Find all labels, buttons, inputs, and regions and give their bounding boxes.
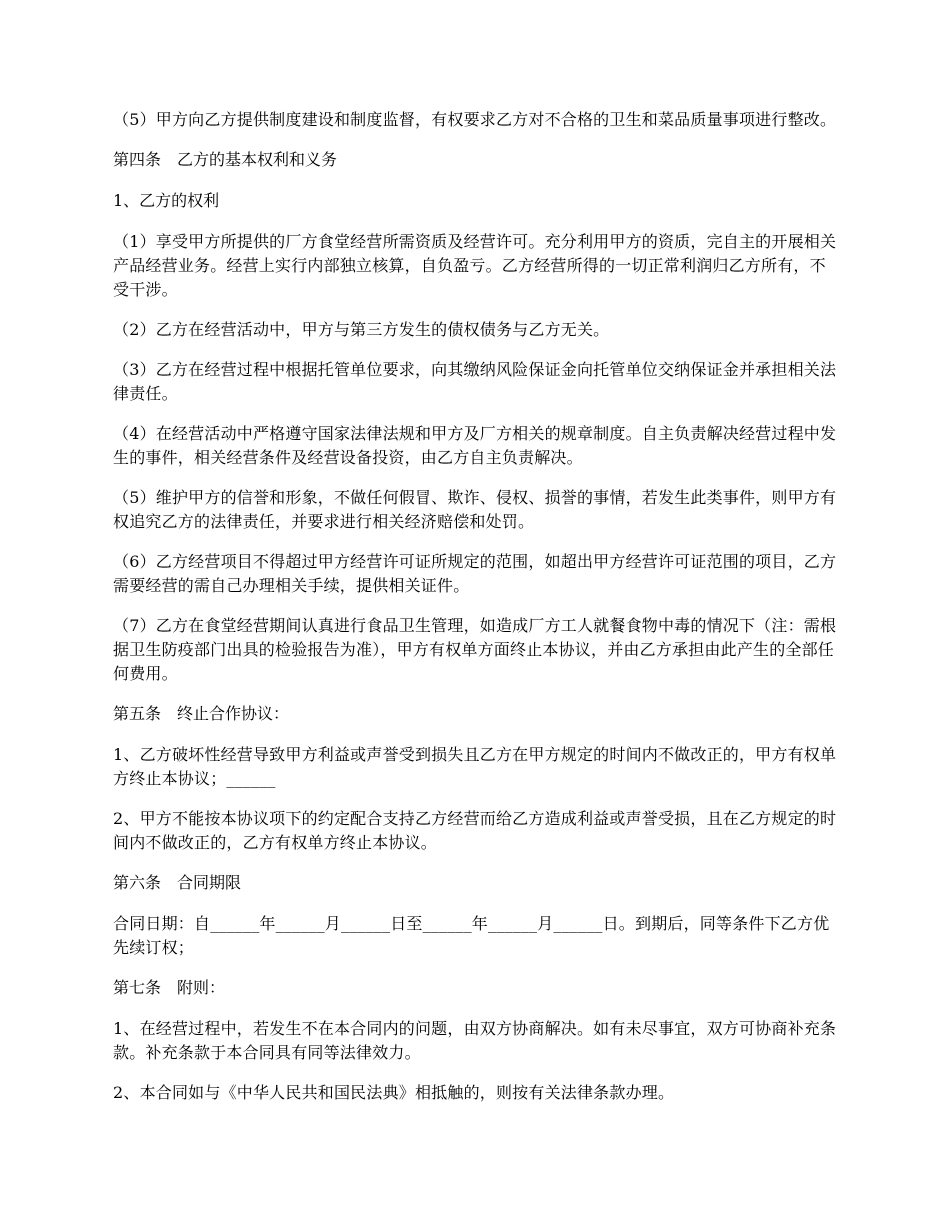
article-heading: 第四条 乙方的基本权利和义务 [113,150,338,169]
clause-paragraph: （1）享受甲方所提供的厂方食堂经营所需资质及经营许可。充分利用甲方的资质，完自主的开展相关产品经营业务。经营上实行内部独立核算，自负盈亏。乙方经营所得的一切正常利润归乙方所有，不受干涉。 [113,232,837,299]
clause-paragraph: （6）乙方经营项目不得超过甲方经营许可证所规定的范围，如超出甲方经营许可证范围的项目，乙方需要经营的需自己办理相关手续，提供相关证件。 [113,552,837,595]
article-heading: 第五条 终止合作协议： [113,704,290,723]
section-heading: 1、乙方的权利 [113,191,220,210]
clause-paragraph: （5）甲方向乙方提供制度建设和制度监督，有权要求乙方对不合格的卫生和菜品质量事项进行整改。 [113,110,837,129]
clause-paragraph: 2、本合同如与《中华人民共和国民法典》相抵触的，则按有关法律条款办理。 [113,1083,675,1102]
clause-paragraph: 2、甲方不能按本协议项下的约定配合支持乙方经营而给乙方造成利益或声誉受损，且在乙方规定的时间内不做改正的，乙方有权单方终止本协议。 [113,809,837,852]
clause-paragraph: 1、乙方破坏性经营导致甲方利益或声誉受到损失且乙方在甲方规定的时间内不做改正的，甲方有权单方终止本协议；______ [113,745,837,788]
clause-paragraph: 1、在经营过程中，若发生不在本合同内的问题，由双方协商解决。如有未尽事宜，双方可协商补充条款。补充条款于本合同具有同等法律效力。 [113,1019,837,1062]
clause-paragraph: （3）乙方在经营过程中根据托管单位要求，向其缴纳风险保证金向托管单位交纳保证金并承担相关法律责任。 [113,360,837,403]
clause-paragraph: （2）乙方在经营活动中，甲方与第三方发生的债权债务与乙方无关。 [113,320,610,339]
clause-paragraph: 合同日期：自______年______月______日至______年______月______日。到期后，同等条件下乙方优先续订权； [113,914,830,957]
document-body [113,108,839,1121]
article-heading: 第七条 附则： [113,978,226,997]
article-heading: 第六条 合同期限 [113,873,242,892]
clause-paragraph: （5）维护甲方的信誉和形象，不做任何假冒、欺诈、侵权、损誉的事情，若发生此类事件，则甲方有权追究乙方的法律责任，并要求进行相关经济赔偿和处罚。 [113,488,837,531]
clause-paragraph: （7）乙方在食堂经营期间认真进行食品卫生管理，如造成厂方工人就餐食物中毒的情况下（注：需根据卫生防疫部门出具的检验报告为准），甲方有权单方面终止本协议，并由乙方承担由此产生的全部任何费用。 [113,616,837,683]
clause-paragraph: （4）在经营活动中严格遵守国家法律法规和甲方及厂方相关的规章制度。自主负责解决经营过程中发生的事件，相关经营条件及经营设备投资，由乙方自主负责解决。 [113,424,837,467]
